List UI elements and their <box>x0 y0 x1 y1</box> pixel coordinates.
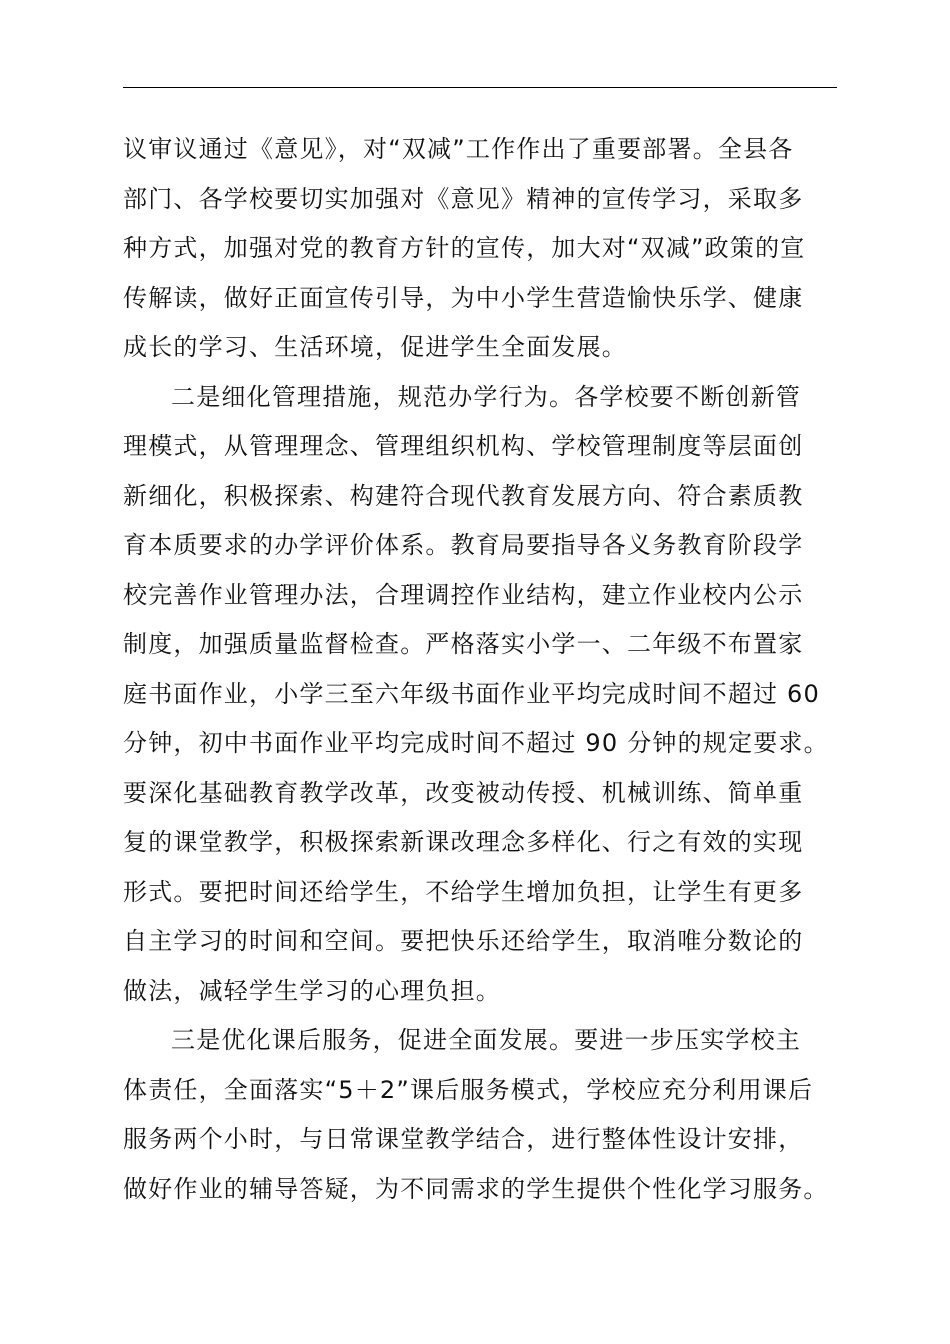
header-rule <box>123 87 837 88</box>
text-line: 做法，减轻学生学习的心理负担。 <box>123 976 501 1005</box>
paragraph-start-line: 二是细化管理措施，规范办学行为。各学校要不断创新管 <box>171 382 801 411</box>
text-line: 部门、各学校要切实加强对《意见》精神的宣传学习，采取多 <box>123 184 804 213</box>
text-line: 服务两个小时，与日常课堂教学结合，进行整体性设计安排， <box>123 1125 804 1153</box>
text-line: 体责任，全面落实“5＋2”课后服务模式，学校应充分利用课后 <box>123 1075 814 1104</box>
text-line: 校完善作业管理办法，合理调控作业结构，建立作业校内公示 <box>123 580 804 609</box>
text-line: 育本质要求的办学评价体系。教育局要指导各义务教育阶段学 <box>123 531 804 559</box>
paragraph-start-line: 三是优化课后服务，促进全面发展。要进一步压实学校主 <box>171 1026 801 1054</box>
text-line: 新细化，积极探索、构建符合现代教育发展方向、符合素质教 <box>123 481 804 510</box>
text-line: 做好作业的辅导答疑，为不同需求的学生提供个性化学习服务。 <box>123 1174 829 1203</box>
text-line: 制度，加强质量监督检查。严格落实小学一、二年级不布置家 <box>123 630 804 658</box>
text-line: 传解读，做好正面宣传引导，为中小学生营造愉快乐学、健康 <box>123 283 804 312</box>
text-line: 庭书面作业，小学三至六年级书面作业平均完成时间不超过 60 <box>123 679 820 708</box>
text-line: 种方式，加强对党的教育方针的宣传，加大对“双减”政策的宣 <box>123 234 806 262</box>
text-line: 自主学习的时间和空间。要把快乐还给学生，取消唯分数论的 <box>123 927 804 955</box>
text-line: 理模式，从管理理念、管理组织机构、学校管理制度等层面创 <box>123 432 804 460</box>
text-line: 成长的学习、生活环境，促进学生全面发展。 <box>123 333 627 361</box>
text-line: 议审议通过《意见》，对“双减”工作作出了重要部署。全县各 <box>123 135 794 163</box>
text-line: 分钟，初中书面作业平均完成时间不超过 90 分钟的规定要求。 <box>123 729 829 757</box>
text-line: 要深化基础教育教学改革，改变被动传授、机械训练、简单重 <box>123 778 804 807</box>
text-line: 复的课堂教学，积极探索新课改理念多样化、行之有效的实现 <box>123 828 804 856</box>
text-line: 形式。要把时间还给学生，不给学生增加负担，让学生有更多 <box>123 877 804 906</box>
document-body <box>123 125 843 1214</box>
